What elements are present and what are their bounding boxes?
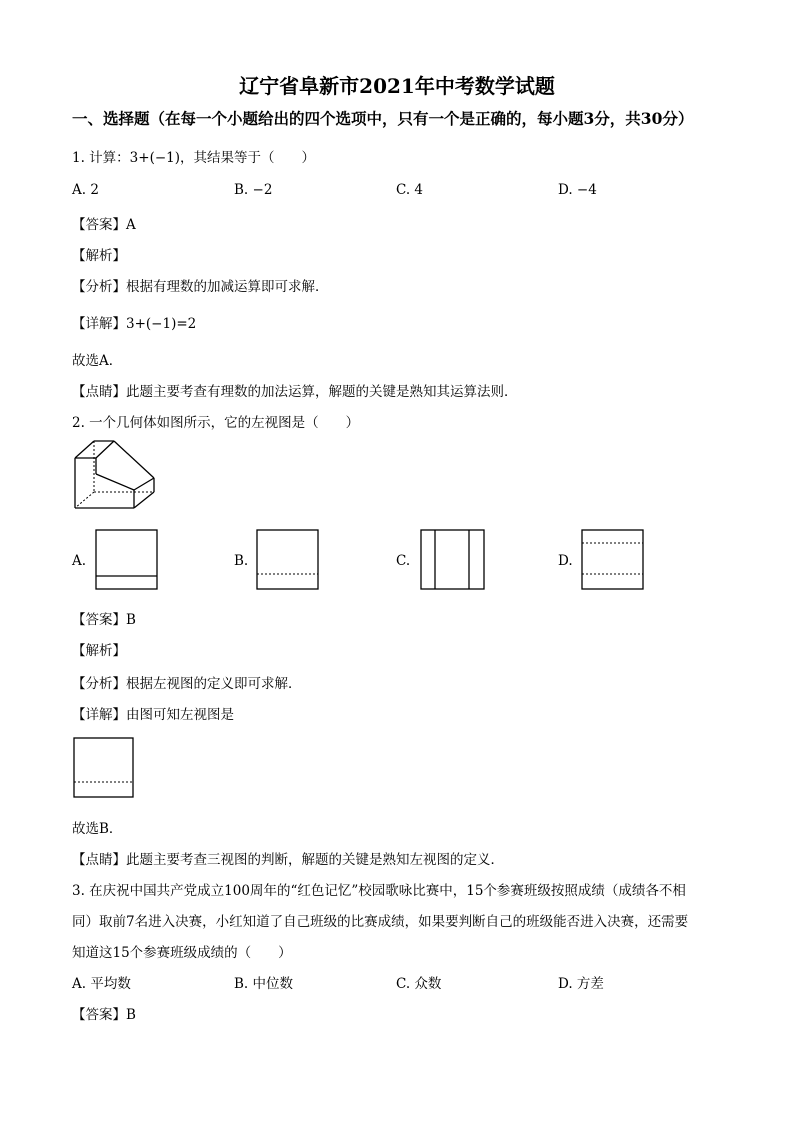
- q2-option-b-label: B.: [234, 553, 249, 569]
- q1-option-d: D. −4: [558, 182, 597, 198]
- q2-solution-figure: [73, 737, 135, 799]
- q1-answer: 【答案】A: [72, 217, 136, 233]
- q2-option-d-figure: [581, 529, 645, 591]
- q2-detail: 【详解】由图可知左视图是: [72, 707, 234, 723]
- q2-option-a-figure: [95, 529, 159, 591]
- q2-stem: 2. 一个几何体如图所示，它的左视图是（ ）: [72, 415, 360, 431]
- q3-option-c: C. 众数: [396, 976, 442, 992]
- q3-stem-line-2: 同）取前7名进入决赛，小红知道了自己班级的比赛成绩，如果要判断自己的班级能否进入决赛，还需要: [72, 914, 689, 930]
- q3-stem-line-3: 知道这15个参赛班级成绩的（ ）: [72, 945, 292, 961]
- q2-conclusion: 故选B．: [72, 821, 123, 837]
- q3-option-d: D. 方差: [558, 976, 604, 992]
- q2-dianjing: 【点睛】此题主要考查三视图的判断，解题的关键是熟知左视图的定义．: [72, 852, 504, 868]
- q2-option-c-label: C.: [396, 553, 411, 569]
- q1-option-c: C. 4: [396, 182, 424, 198]
- q2-option-b-figure: [256, 529, 320, 591]
- q1-detail: 【详解】3+(−1)=2: [72, 316, 197, 332]
- q3-option-b: B. 中位数: [234, 976, 294, 992]
- q1-fenxi: 【分析】根据有理数的加减运算即可求解．: [72, 279, 329, 295]
- q2-answer: 【答案】B: [72, 612, 136, 628]
- q2-option-c-figure: [420, 529, 486, 591]
- q1-option-a: A. 2: [72, 182, 99, 198]
- q1-option-b: B. −2: [234, 182, 273, 198]
- q1-conclusion: 故选A．: [72, 353, 123, 369]
- q2-fenxi: 【分析】根据左视图的定义即可求解．: [72, 676, 302, 692]
- q1-dianjing: 【点睛】此题主要考查有理数的加法运算，解题的关键是熟知其运算法则．: [72, 384, 518, 400]
- q2-option-a-label: A.: [72, 553, 87, 569]
- q3-stem-line-1: 3. 在庆祝中国共产党成立100周年的“红色记忆”校园歌咏比赛中，15个参赛班级按照成绩（成绩各不相: [72, 883, 686, 899]
- page-title: 辽宁省阜新市2021年中考数学试题: [239, 74, 555, 98]
- q1-stem: 1. 计算：3+(−1)，其结果等于（ ）: [72, 150, 316, 166]
- q3-option-a: A. 平均数: [72, 976, 131, 992]
- section-heading: 一、选择题（在每一个小题给出的四个选项中，只有一个是正确的，每小题3分，共30分）: [72, 109, 694, 128]
- q1-analysis-label: 【解析】: [72, 248, 126, 264]
- q3-answer: 【答案】B: [72, 1007, 136, 1023]
- q2-solid-figure: [74, 440, 156, 512]
- q2-analysis-label: 【解析】: [72, 643, 126, 659]
- q2-option-d-label: D.: [558, 553, 573, 569]
